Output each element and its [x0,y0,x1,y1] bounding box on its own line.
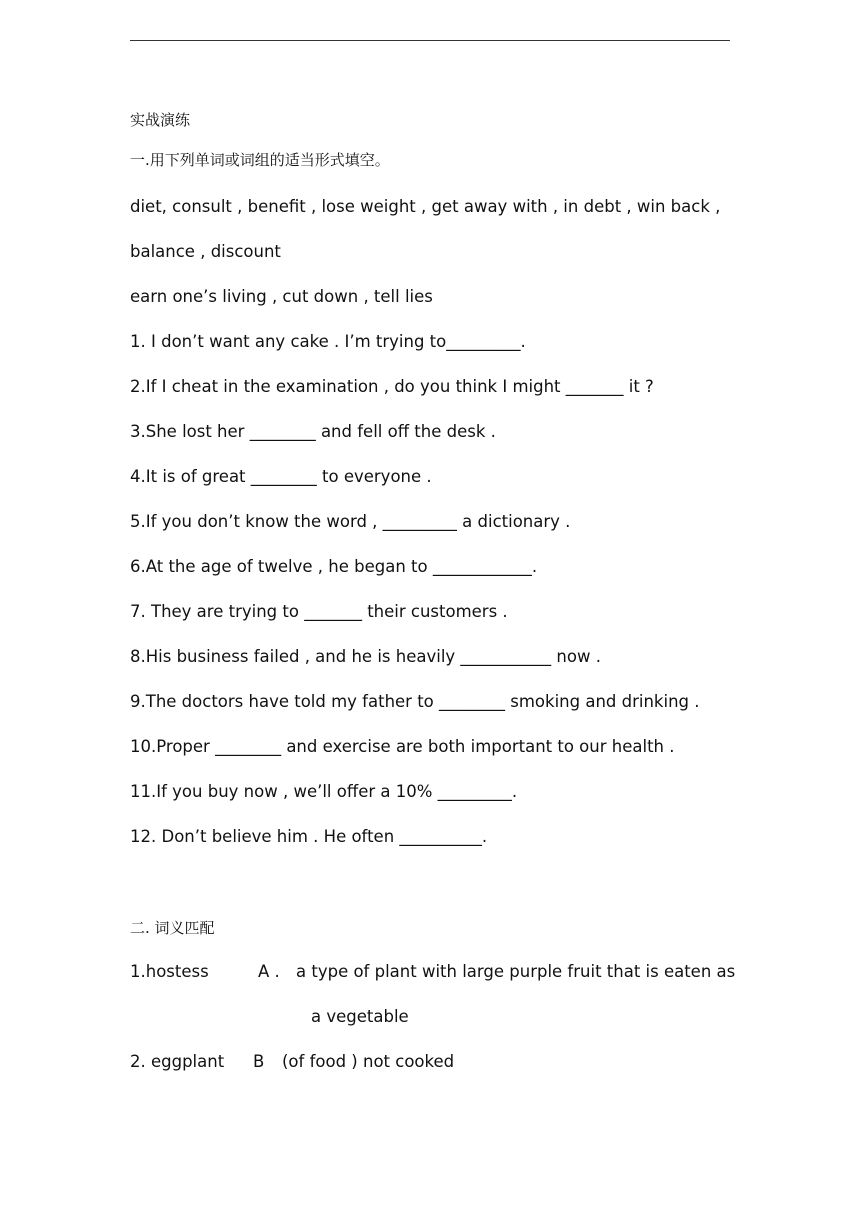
match-letter-a: A . [258,962,280,981]
question-10: 10.Proper ________ and exercise are both important to our health . [130,737,675,756]
question-11: 11.If you buy now , we’ll offer a 10% _________. [130,782,518,801]
question-9: 9.The doctors have told my father to ________ smoking and drinking . [130,692,700,711]
word-bank-line: diet, consult , benefit , lose weight , get away with , in debt , win back , [130,197,721,216]
fill-blank-instruction: 一.用下列单词或词组的适当形式填空。 [130,151,390,169]
word-bank-line: balance , discount [130,242,281,261]
header-rule [130,40,730,41]
match-definition-a-continued: a vegetable [311,1007,409,1026]
question-8: 8.His business failed , and he is heavily ___________ now . [130,647,601,666]
match-letter-b: B [253,1052,265,1071]
match-definition-a: a type of plant with large purple fruit that is eaten as [296,962,736,981]
question-6: 6.At the age of twelve , he began to ____________. [130,557,538,576]
match-definition-b: (of food ) not cooked [282,1052,455,1071]
section-heading: 实战演练 [130,111,191,129]
word-bank-line: earn one’s living , cut down , tell lies [130,287,433,306]
question-4: 4.It is of great ________ to everyone . [130,467,432,486]
question-2: 2.If I cheat in the examination , do you think I might _______ it ? [130,377,654,396]
question-3: 3.She lost her ________ and fell off the desk . [130,422,496,441]
question-1: 1. I don’t want any cake . I’m trying to_________. [130,332,526,351]
question-12: 12. Don’t believe him . He often __________. [130,827,488,846]
match-word-1: 1.hostess [130,962,209,981]
match-word-2: 2. eggplant [130,1052,225,1071]
question-7: 7. They are trying to _______ their customers . [130,602,508,621]
matching-heading: 二. 词义匹配 [130,919,215,937]
question-5: 5.If you don’t know the word , _________ a dictionary . [130,512,571,531]
